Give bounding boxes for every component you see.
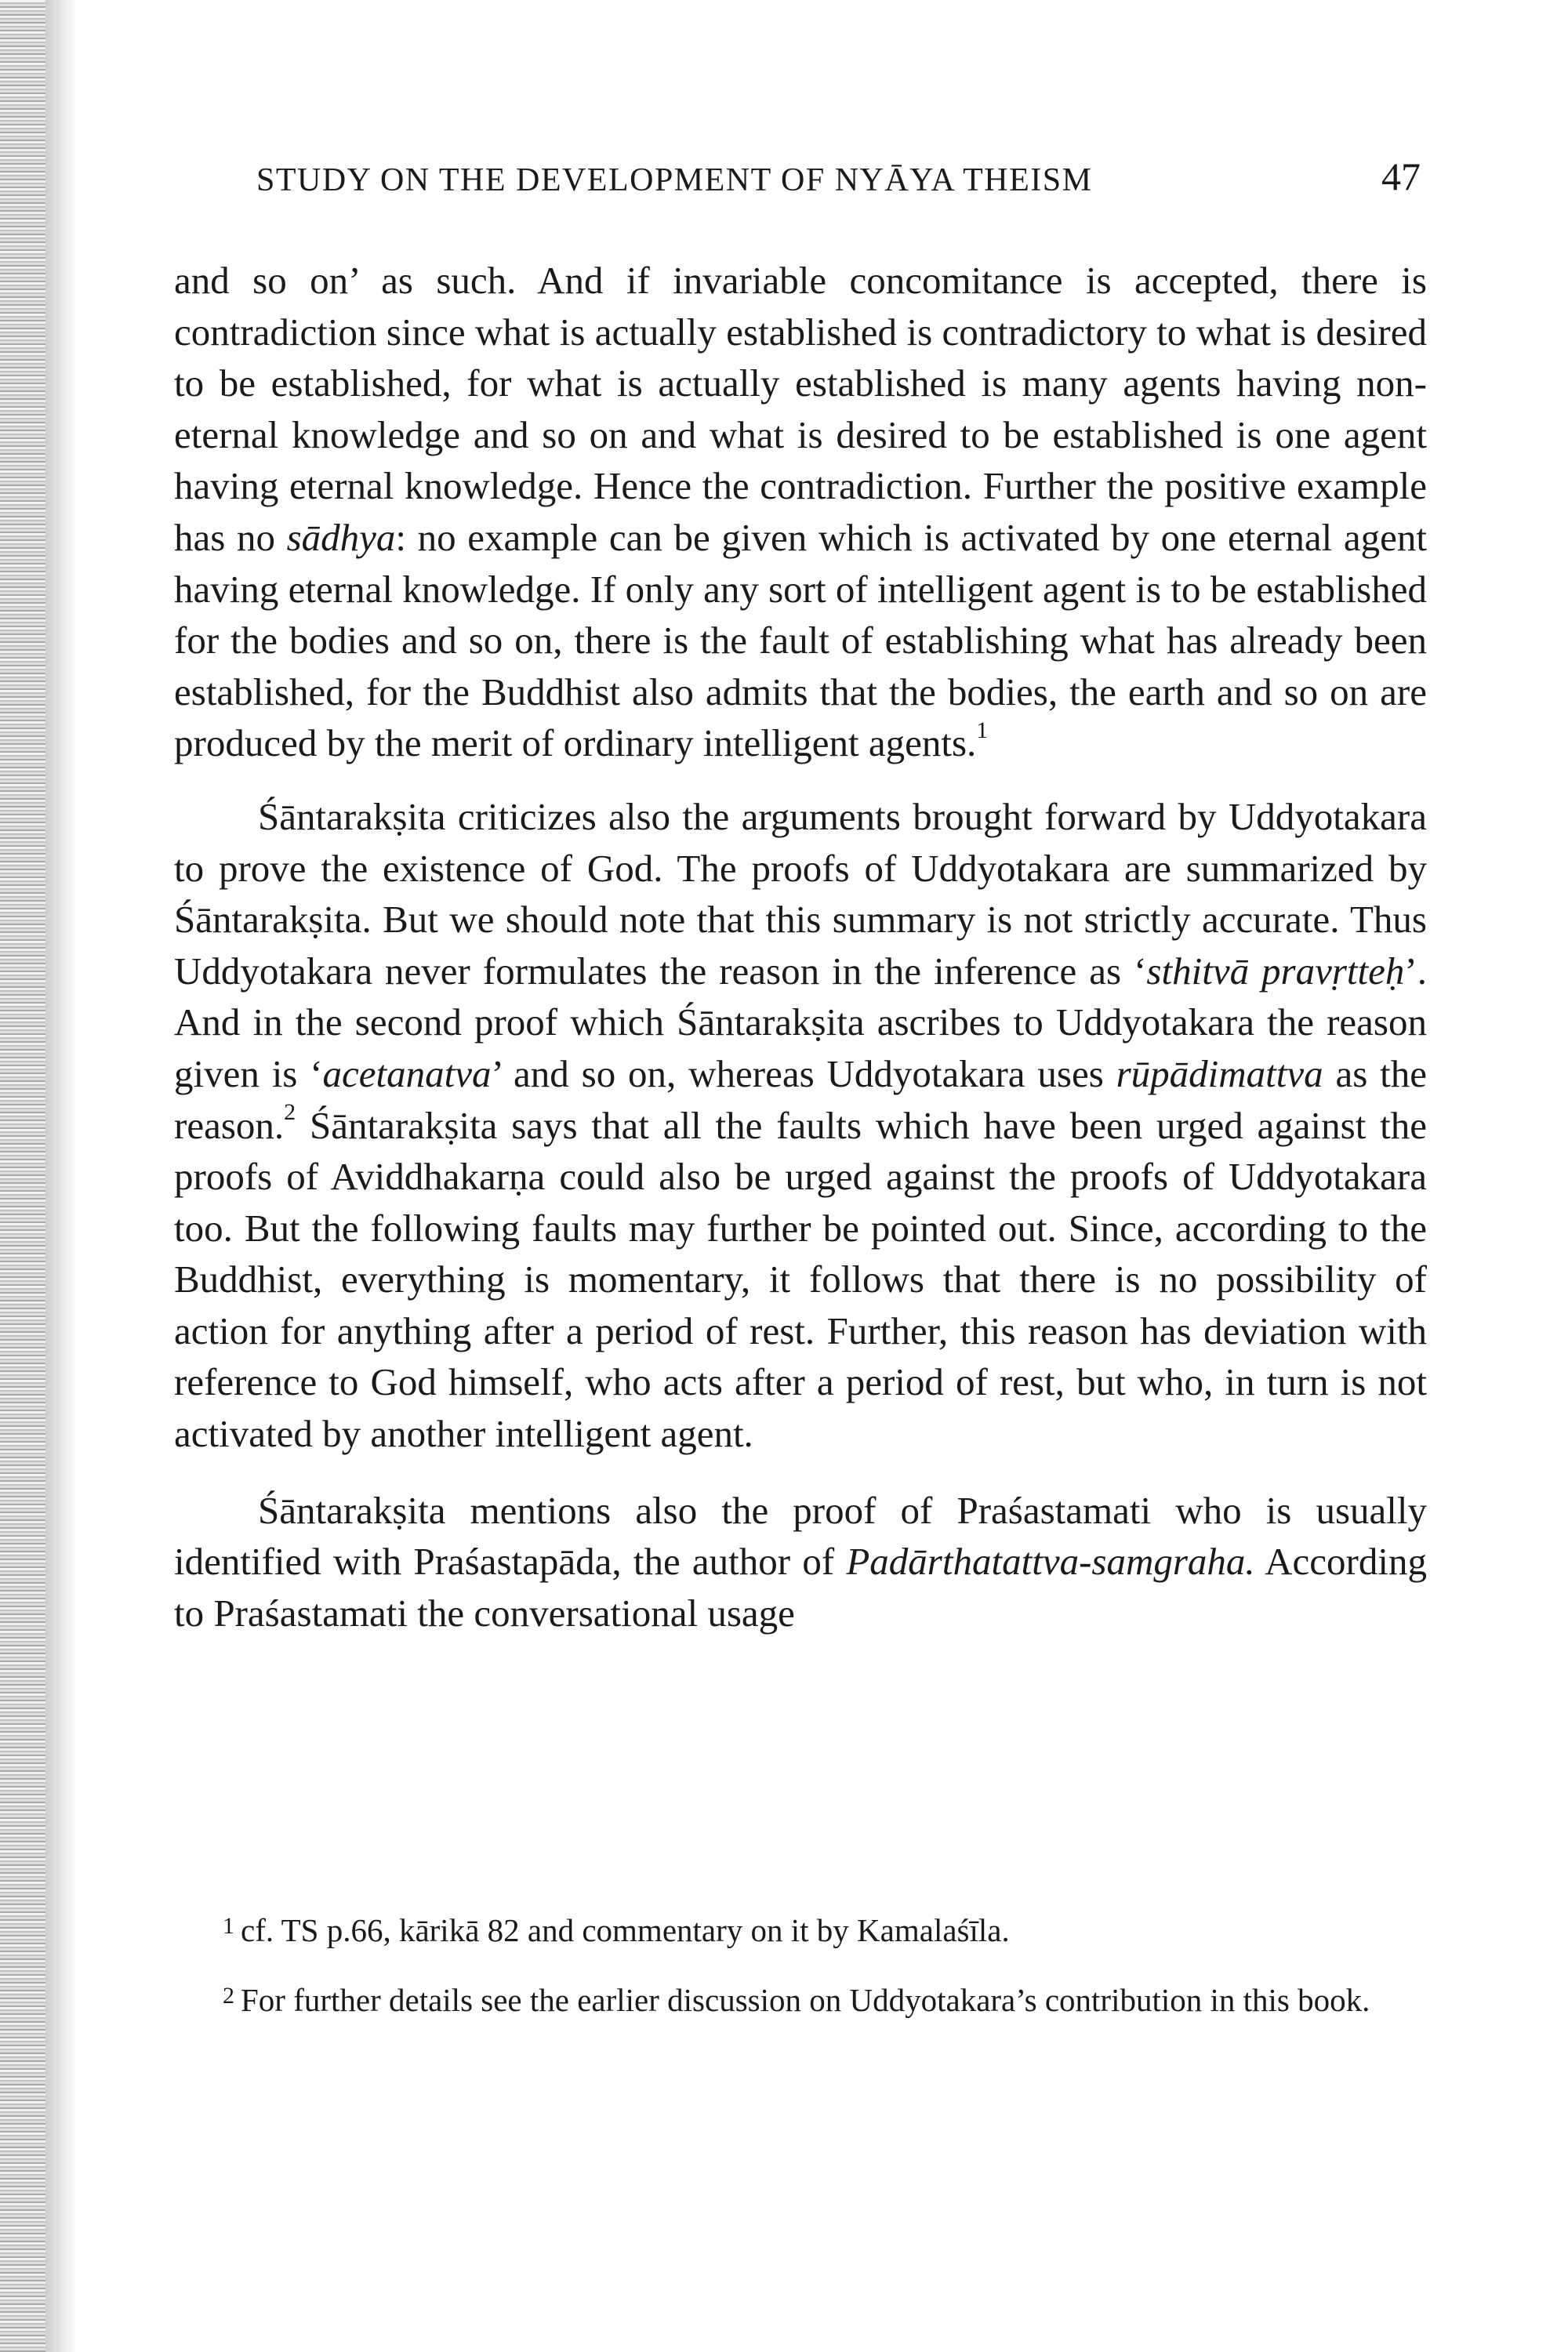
italic-title: Padārthatattva-samgraha. xyxy=(846,1540,1255,1584)
page-number: 47 xyxy=(1381,154,1421,198)
scan-binding-edge xyxy=(0,0,45,2352)
scan-shadow xyxy=(45,0,77,2352)
paragraph-2: Śāntarakṣita criticizes also the arguments brought forward by Uddyotakara to prove the existence of God. The proofs of Uddyotakara are summarized by Śāntarakṣita. But we should note that this summary is not strictly accurate. Thus Uddyotakara never formulates the reason in the inference as ‘sthitvā pravṛtteḥ’. And in the second proof which Śāntarakṣita ascribes to Uddyotakara the reason given is ‘acetanatva’ and so on, whereas Uddyotakara uses rūpādimattva as the reason.$^2$ Śāntarakṣita says that all the faults which have been urged against the proofs of Aviddhakarṇa could also be urged against the proofs of Uddyotakara too. But the following faults may further be pointed out. Since, according to the Buddhist, everything is momentary, it follows that there is no possibility of action for anything after a period of rest. Further, this reason has deviation with reference to God himself, who acts after a period of rest, but who, in turn is not activated by another intelligent agent. xyxy=(174,794,1427,1456)
paragraph-1: and so on’ as such. And if invariable concomitance is accepted, there is contradiction since what is actually established is contradictory to what is desired to be established, for what is actually established is many agents having non-eternal knowledge and so on and what is desired to be established is one agent having eternal knowledge. Hence the contradiction. Further the positive example has no sādhya: no example can be given which is activated by one eternal agent having eternal knowledge. If only any sort of intelligent agent is to be established for the bodies and so on, there is the fault of establishing what has already been established, for the Buddhist also admits that the bodies, the earth and so on are produced by the merit of ordinary intelligent agents.$^1$ xyxy=(174,259,1427,765)
body-text xyxy=(174,255,1427,1639)
page-header xyxy=(0,154,1568,209)
italic-term: sthitvā pravṛtteḥ xyxy=(1146,949,1405,993)
footnote-1: $^1$ cf. TS p.66, kārikā 82 and commentary on it by Kamalaśīla. xyxy=(223,1912,1010,1948)
footnotes xyxy=(174,1905,1427,2029)
footnote-mark: 1 xyxy=(223,1913,234,1939)
footnote-ref: 2 xyxy=(284,1099,296,1126)
paragraph-3: Śāntarakṣita mentions also the proof of Praśastamati who is usually identified with Praśastapāda, the author of Padārthatattva-samgraha. According to Praśastamati the conversational usage xyxy=(174,1488,1427,1635)
footnote-2: $^2$ For further details see the earlier discussion on Uddyotakara’s contribution in this book. xyxy=(223,1982,1370,2018)
running-head: STUDY ON THE DEVELOPMENT OF NYĀYA THEISM xyxy=(256,162,1093,198)
footnote-mark: 2 xyxy=(223,1983,234,2009)
italic-term: rūpādimattva xyxy=(1116,1051,1323,1095)
footnote-ref: 1 xyxy=(976,717,989,744)
italic-term: sādhya xyxy=(286,515,396,559)
italic-term: acetanatva xyxy=(322,1051,492,1095)
